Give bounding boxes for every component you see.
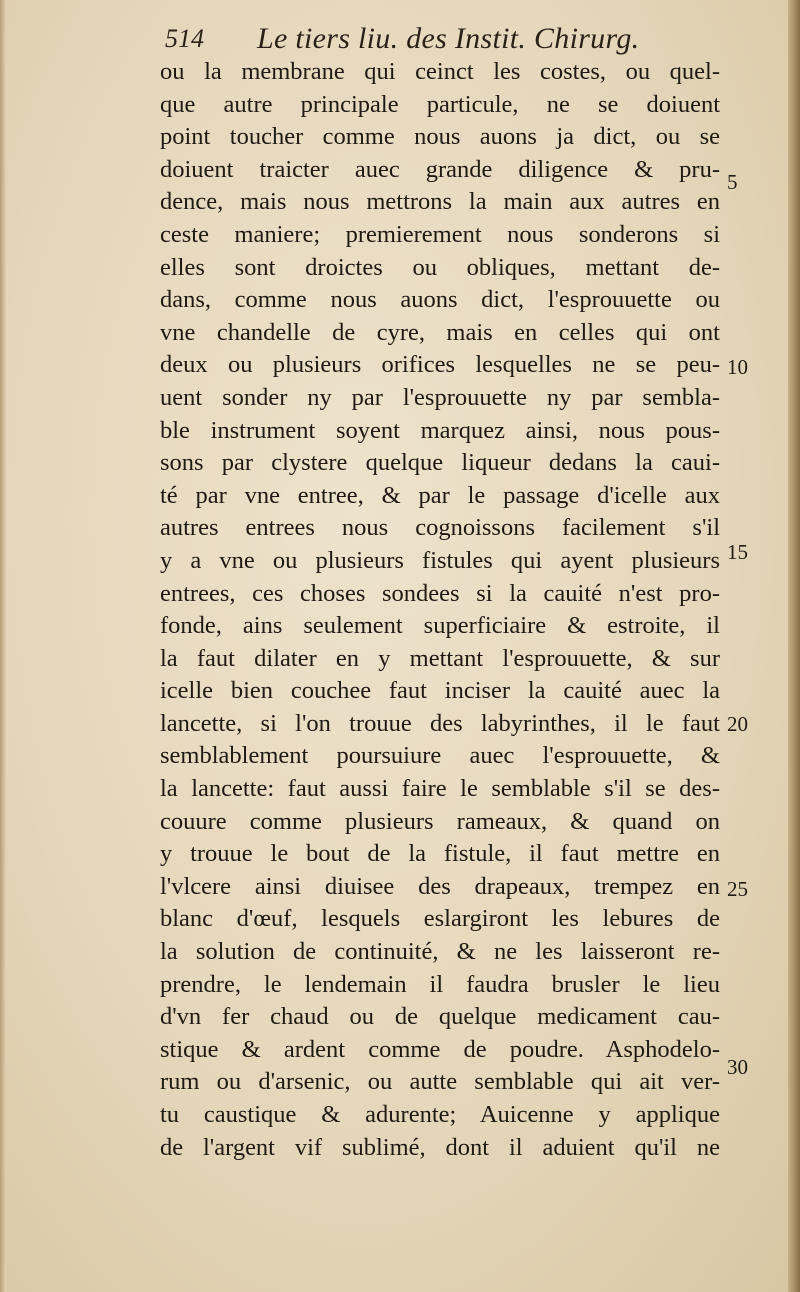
text-line: ou la membrane qui ceinct les costes, ou quel- bbox=[160, 58, 720, 85]
text-line: point toucher comme nous auons ja dict, ou se bbox=[160, 123, 720, 151]
text-line: uent sonder ny par l'esprouuette ny par sembla- bbox=[160, 383, 720, 411]
text-line: y trouue le bout de la fistule, il faut mettre en bbox=[160, 840, 720, 868]
text-line: stique & ardent comme de poudre. Asphodelo- bbox=[160, 1035, 720, 1063]
text-line: lancette, si l'on trouue des labyrinthes, il le faut bbox=[160, 709, 720, 737]
text-line: entrees, ces choses sondees si la cauité n'est pro- bbox=[160, 579, 720, 607]
text-line: ceste maniere; premierement nous sonderons si bbox=[160, 220, 720, 248]
text-line: que autre principale particule, ne se doiuent bbox=[160, 90, 720, 118]
running-title: Le tiers liu. des Instit. Chirurg. bbox=[257, 22, 640, 55]
line-number-marker: 30 bbox=[727, 1055, 748, 1079]
text-line: té par vne entree, & par le passage d'icelle aux bbox=[160, 481, 720, 509]
line-number-marker: 15 bbox=[727, 540, 748, 564]
text-line: vne chandelle de cyre, mais en celles qui ont bbox=[160, 318, 720, 346]
page-right-edge bbox=[788, 0, 800, 1292]
text-line: couure comme plusieurs rameaux, & quand on bbox=[160, 807, 720, 835]
text-line: blanc d'œuf, lesquels eslargiront les lebures de bbox=[160, 905, 720, 933]
text-line: la lancette: faut aussi faire le semblable s'il se des- bbox=[160, 775, 720, 803]
text-line: la solution de continuité, & ne les laisseront re- bbox=[160, 938, 720, 966]
page-left-edge bbox=[0, 0, 6, 1292]
text-line: elles sont droictes ou obliques, mettant de- bbox=[160, 253, 720, 281]
line-number-marker: 25 bbox=[727, 877, 748, 901]
text-body bbox=[160, 56, 720, 1164]
page-header bbox=[165, 18, 725, 58]
text-line: tu caustique & adurente; Auicenne y applique bbox=[160, 1101, 720, 1128]
text-line: ble instrument soyent marquez ainsi, nous pous- bbox=[160, 416, 720, 444]
text-line: la faut dilater en y mettant l'esprouuette, & sur bbox=[160, 644, 720, 672]
line-number-marker: 5 bbox=[727, 170, 738, 194]
text-line: sons par clystere quelque liqueur dedans la caui- bbox=[160, 449, 720, 477]
text-line: fonde, ains seulement superficiaire & estroite, il bbox=[160, 612, 720, 640]
text-line: deux ou plusieurs orifices lesquelles ne se peu- bbox=[160, 351, 720, 379]
text-line: y a vne ou plusieurs fistules qui ayent plusieurs bbox=[160, 546, 720, 574]
text-line: dence, mais nous mettrons la main aux autres en bbox=[160, 188, 720, 216]
text-line: de l'argent vif sublimé, dont il aduient qu'il ne bbox=[160, 1133, 720, 1161]
text-line: prendre, le lendemain il faudra brusler le lieu bbox=[160, 970, 720, 998]
page-number: 514 bbox=[165, 24, 204, 53]
line-number-marker: 10 bbox=[727, 355, 748, 379]
text-line: rum ou d'arsenic, ou autte semblable qui ait ver- bbox=[160, 1068, 720, 1096]
text-line: semblablement poursuiure auec l'esprouuette, & bbox=[160, 742, 720, 770]
text-line: icelle bien couchee faut inciser la cauité auec la bbox=[160, 677, 720, 705]
text-line: autres entrees nous cognoissons facilement s'il bbox=[160, 514, 720, 542]
line-number-marker: 20 bbox=[727, 712, 748, 736]
text-line: l'vlcere ainsi diuisee des drapeaux, trempez en bbox=[160, 872, 720, 900]
text-line: d'vn fer chaud ou de quelque medicament cau- bbox=[160, 1003, 720, 1031]
text-line: dans, comme nous auons dict, l'esprouuette ou bbox=[160, 286, 720, 314]
text-line: doiuent traicter auec grande diligence & pru- bbox=[160, 155, 720, 183]
